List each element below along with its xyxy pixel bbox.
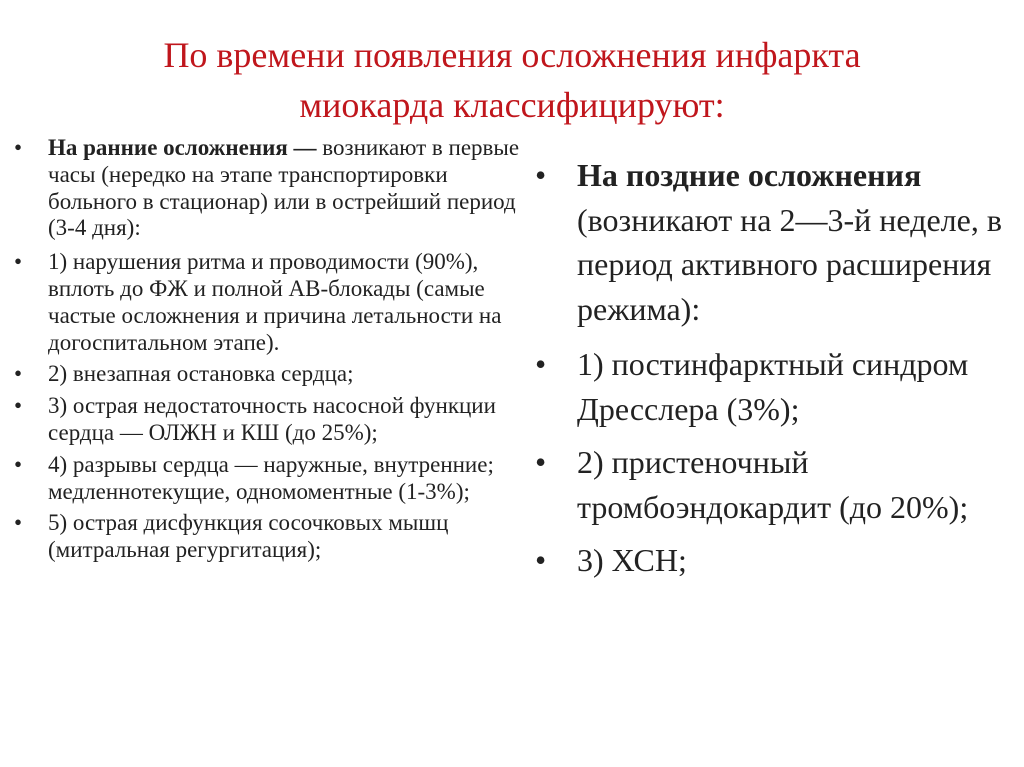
- list-item: [14, 361, 524, 388]
- list-item-text: 4) разрывы сердца — наружные, внутренние; медленнотекущие, одномоментные (1-3%);: [48, 451, 494, 504]
- bullet-icon: •: [535, 346, 547, 382]
- bullet-icon: •: [14, 361, 23, 387]
- late-complications-heading: На поздние осложнения: [577, 157, 922, 193]
- list-item: [14, 249, 524, 356]
- list-item-text: 1) постинфарктный синдром Дресслера (3%);: [577, 346, 969, 427]
- list-item-text: 3) острая недостаточность насосной функции сердца — ОЛЖН и КШ (до 25%);: [48, 393, 496, 445]
- list-item: [535, 342, 1005, 431]
- early-complications-list: [14, 135, 524, 569]
- list-item-text: 5) острая дисфункция сосочковых мышц (митральная регургитация);: [48, 510, 449, 563]
- list-item-text: 2) внезапная остановка сердца;: [48, 361, 354, 387]
- list-item: [14, 393, 524, 447]
- bullet-icon: •: [14, 393, 23, 419]
- bullet-icon: •: [535, 542, 547, 578]
- list-item-text: 3) ХСН;: [577, 542, 687, 578]
- list-item: [14, 452, 524, 506]
- late-complications-lead: [535, 153, 1005, 331]
- list-item: [14, 510, 524, 564]
- bullet-icon: •: [14, 249, 23, 275]
- bullet-icon: •: [535, 157, 547, 193]
- list-item-text: 1) нарушения ритма и проводимости (90%), вплоть до ФЖ и полной АВ-блокады (самые частые осложнения и причина летальности на догоспитальном этапе).: [48, 249, 502, 355]
- slide-title: [0, 30, 1024, 130]
- bullet-icon: •: [14, 135, 23, 160]
- list-item: [535, 538, 1005, 583]
- bullet-icon: •: [14, 510, 23, 536]
- bullet-icon: •: [14, 451, 23, 477]
- list-item: [535, 440, 1005, 529]
- list-item-text: 2) пристеночный тромбоэндокардит (до 20%);: [577, 444, 969, 525]
- late-complications-description: (возникают на 2—3-й неделе, в период активного расширения режима):: [577, 201, 1002, 327]
- early-complications-description: возникают в первые часы (нередко на этапе транспортировки больного в стационар) или в острейший период (3-4 дня):: [48, 135, 520, 241]
- late-complications-list: [535, 153, 1005, 592]
- bullet-icon: •: [535, 444, 547, 480]
- early-complications-lead: [14, 135, 524, 242]
- early-complications-heading: На ранние осложнения —: [48, 135, 317, 160]
- slide-title-line-1: По времени появления осложнения инфаркта: [163, 35, 861, 75]
- slide-title-line-2: миокарда классифицируют:: [299, 85, 725, 125]
